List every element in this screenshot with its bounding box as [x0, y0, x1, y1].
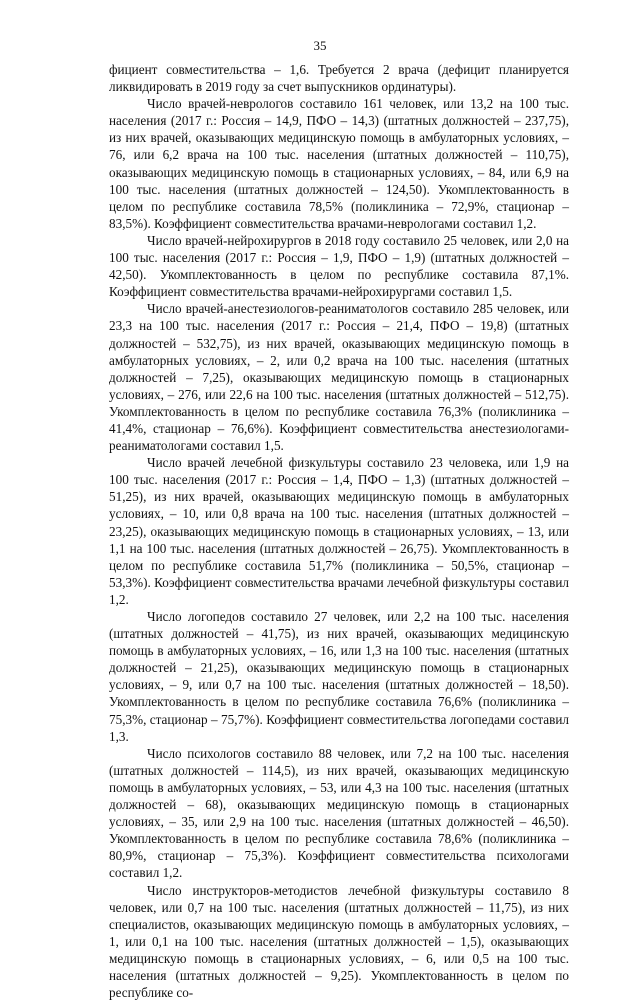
body-text [109, 61, 569, 1001]
paragraph-physiotherapy-doctors: Число врачей лечебной физкультуры составило 23 человека, или 1,9 на 100 тыс. населения (2017 г.: Россия – 1,4, ПФО – 1,3) (штатных должностей – 51,25), из них врачей, оказывающих медицинскую помощь в амбулаторных условиях, – 10, или 0,8 врача на 100 тыс. населения (штатных должностей – 23,25), оказывающих медицинскую помощь в стационарных условиях, – 13, или 1,1 на 100 тыс. населения (штатных должностей – 26,75). Укомплектованность в целом по республике составила 51,7% (поликлиника – 50,5%, стационар – 53,3%). Коэффициент совместительства врачами лечебной физкультуры составил 1,2. [109, 454, 569, 608]
paragraph-neurosurgeons: Число врачей-нейрохирургов в 2018 году составило 25 человек, или 2,0 на 100 тыс. населения (2017 г.: Россия – 1,9, ПФО – 1,9) (штатных должностей – 42,50). Укомплектованность в целом по республике составила 87,1%. Коэффициент совместительства врачами-нейрохирургами составил 1,5. [109, 232, 569, 300]
paragraph-neurologists: Число врачей-неврологов составило 161 человек, или 13,2 на 100 тыс. населения (2017 г.: Россия – 14,9, ПФО – 14,3) (штатных должностей – 237,75), из них врачей, оказывающих медицинскую помощь в амбулаторных условиях, – 76, или 6,2 врача на 100 тыс. населения (штатных должностей – 110,75), оказывающих медицинскую помощь в стационарных условиях, – 84, или 6,9 на 100 тыс. населения (штатных должностей – 124,50). Укомплектованность в целом по республике составила 78,5% (поликлиника – 72,9%, стационар – 83,5%). Коэффициент совместительства врачами-неврологами составил 1,2. [109, 95, 569, 232]
page-number: 35 [0, 38, 640, 54]
paragraph-psychologists: Число психологов составило 88 человек, или 7,2 на 100 тыс. населения (штатных должностей – 114,5), из них врачей, оказывающих медицинскую помощь в амбулаторных условиях, – 53, или 4,3 на 100 тыс. населения (штатных должностей – 68), оказывающих медицинскую помощь в стационарных условиях, – 35, или 2,9 на 100 тыс. населения (штатных должностей – 46,50). Укомплектованность в целом по республике составила 78,6% (поликлиника – 80,9%, стационар – 75,3%). Коэффициент совместительства психологами составил 1,2. [109, 745, 569, 882]
paragraph-anesthesiologists: Число врачей-анестезиологов-реаниматологов составило 285 человек, или 23,3 на 100 тыс. населения (2017 г.: Россия – 21,4, ПФО – 19,8) (штатных должностей – 532,75), из них врачей, оказывающих медицинскую помощь в амбулаторных условиях, – 2, или 0,2 врача на 100 тыс. населения (штатных должностей – 7,25), оказывающих медицинскую помощь в стационарных условиях, – 276, или 22,6 на 100 тыс. населения (штатных должностей – 512,75). Укомплектованность в целом по республике составила 76,3% (поликлиника – 41,4%, стационар – 76,6%). Коэффициент совместительства анестезиологами-реаниматологами составил 1,5. [109, 300, 569, 454]
paragraph-physiotherapy-instructors: Число инструкторов-методистов лечебной физкультуры составило 8 человек, или 0,7 на 100 тыс. населения (штатных должностей – 11,75), из них специалистов, оказывающих медицинскую помощь в амбулаторных условиях, – 1, или 0,1 на 100 тыс. населения (штатных должностей – 1,5), оказывающих медицинскую помощь в стационарных условиях, – 6, или 0,5 на 100 тыс. населения (штатных должностей – 9,25). Укомплектованность в целом по республике со- [109, 882, 569, 1001]
paragraph-speech-therapists: Число логопедов составило 27 человек, или 2,2 на 100 тыс. населения (штатных должностей – 41,75), из них врачей, оказывающих медицинскую помощь в амбулаторных условиях, – 16, или 1,3 на 100 тыс. населения (штатных должностей – 21,25), оказывающих медицинскую помощь в стационарных условиях, – 9, или 0,7 на 100 тыс. населения (штатных должностей – 18,50). Укомплектованность в целом по республике составила 76,6% (поликлиника – 75,3%, стационар – 75,7%). Коэффициент совместительства логопедами составил 1,3. [109, 608, 569, 745]
paragraph-continuation: фициент совместительства – 1,6. Требуется 2 врача (дефицит планируется ликвидировать в 2019 году за счет выпускников ординатуры). [109, 61, 569, 95]
